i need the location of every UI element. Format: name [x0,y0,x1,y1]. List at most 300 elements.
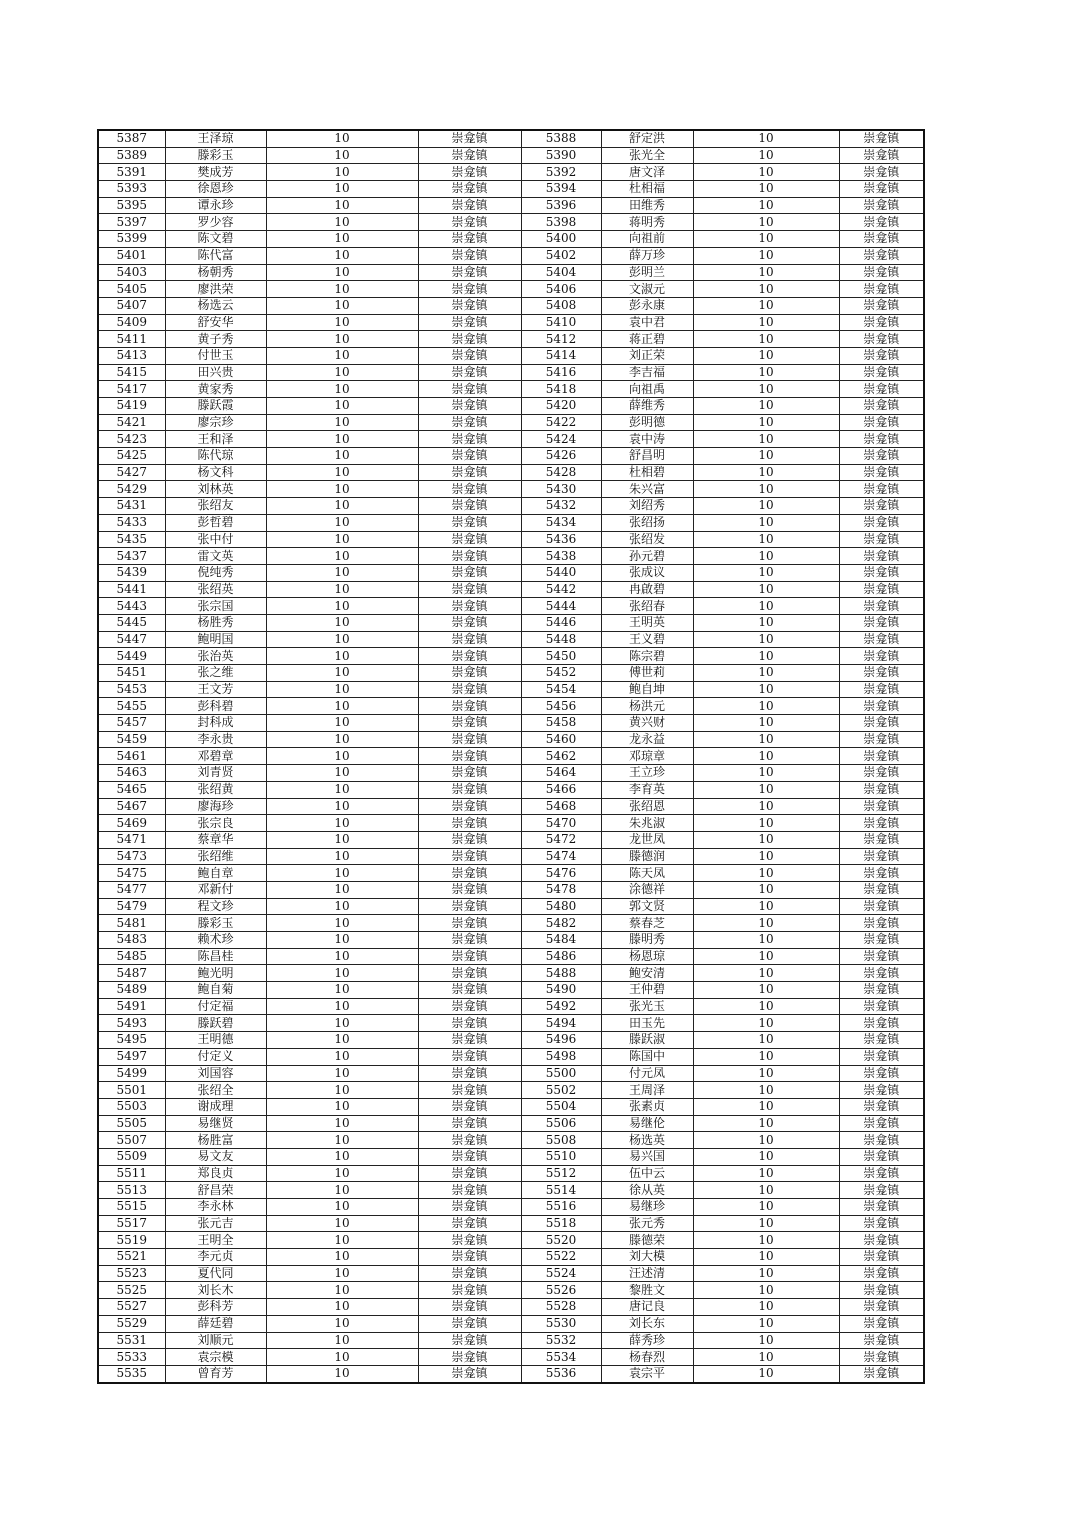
town-cell: 崇龛镇 [418,197,521,214]
amount-cell: 10 [693,1115,839,1132]
id-cell: 5471 [98,831,165,848]
amount-cell: 10 [693,731,839,748]
town-cell: 崇龛镇 [418,665,521,682]
id-cell: 5388 [521,130,601,147]
id-cell: 5414 [521,347,601,364]
table-row [98,781,924,798]
town-cell: 崇龛镇 [418,1332,521,1349]
id-cell: 5446 [521,614,601,631]
name-cell: 滕跃碧 [165,1015,266,1032]
id-cell: 5517 [98,1215,165,1232]
amount-cell: 10 [693,1232,839,1249]
id-cell: 5449 [98,648,165,665]
id-cell: 5491 [98,998,165,1015]
id-cell: 5454 [521,681,601,698]
id-cell: 5397 [98,214,165,231]
id-cell: 5427 [98,464,165,481]
amount-cell: 10 [266,448,418,465]
name-cell: 曾育芳 [165,1365,266,1382]
amount-cell: 10 [266,197,418,214]
name-cell: 张元吉 [165,1215,266,1232]
name-cell: 张绍维 [165,848,266,865]
table-row [98,1182,924,1199]
id-cell: 5496 [521,1032,601,1049]
name-cell: 易继贤 [165,1115,266,1132]
town-cell: 崇龛镇 [839,147,924,164]
table-row [98,1332,924,1349]
table-row [98,381,924,398]
amount-cell: 10 [693,181,839,198]
amount-cell: 10 [693,948,839,965]
amount-cell: 10 [266,1065,418,1082]
id-cell: 5482 [521,915,601,932]
amount-cell: 10 [693,281,839,298]
name-cell: 黄兴财 [601,715,693,732]
name-cell: 彭哲碧 [165,514,266,531]
amount-cell: 10 [266,881,418,898]
name-cell: 鲍自章 [165,865,266,882]
name-cell: 张宗国 [165,598,266,615]
name-cell: 夏代同 [165,1265,266,1282]
table-row [98,1249,924,1266]
town-cell: 崇龛镇 [839,1282,924,1299]
id-cell: 5504 [521,1098,601,1115]
table-row [98,881,924,898]
name-cell: 邓新付 [165,881,266,898]
name-cell: 张绍全 [165,1082,266,1099]
town-cell: 崇龛镇 [839,1265,924,1282]
town-cell: 崇龛镇 [839,364,924,381]
town-cell: 崇龛镇 [839,1015,924,1032]
table-row [98,498,924,515]
name-cell: 张绍发 [601,531,693,548]
amount-cell: 10 [693,448,839,465]
id-cell: 5519 [98,1232,165,1249]
name-cell: 徐从英 [601,1182,693,1199]
amount-cell: 10 [693,1282,839,1299]
id-cell: 5452 [521,665,601,682]
town-cell: 崇龛镇 [839,1199,924,1216]
id-cell: 5436 [521,531,601,548]
amount-cell: 10 [266,898,418,915]
table-row [98,1048,924,1065]
town-cell: 崇龛镇 [418,1265,521,1282]
town-cell: 崇龛镇 [839,1148,924,1165]
id-cell: 5420 [521,398,601,415]
table-row [98,614,924,631]
amount-cell: 10 [266,531,418,548]
town-cell: 崇龛镇 [418,564,521,581]
amount-cell: 10 [693,231,839,248]
amount-cell: 10 [693,297,839,314]
name-cell: 鲍明国 [165,631,266,648]
table-row [98,398,924,415]
town-cell: 崇龛镇 [839,898,924,915]
name-cell: 李元贞 [165,1249,266,1266]
town-cell: 崇龛镇 [418,1082,521,1099]
amount-cell: 10 [693,998,839,1015]
amount-cell: 10 [266,247,418,264]
amount-cell: 10 [693,1299,839,1316]
name-cell: 李永林 [165,1199,266,1216]
name-cell: 邓琼章 [601,748,693,765]
name-cell: 易继伦 [601,1115,693,1132]
amount-cell: 10 [266,1315,418,1332]
id-cell: 5497 [98,1048,165,1065]
amount-cell: 10 [693,932,839,949]
id-cell: 5481 [98,915,165,932]
name-cell: 张素贞 [601,1098,693,1115]
town-cell: 崇龛镇 [418,1299,521,1316]
town-cell: 崇龛镇 [418,1315,521,1332]
town-cell: 崇龛镇 [839,948,924,965]
amount-cell: 10 [693,464,839,481]
id-cell: 5529 [98,1315,165,1332]
table-row [98,998,924,1015]
table-row [98,281,924,298]
id-cell: 5514 [521,1182,601,1199]
name-cell: 薛廷碧 [165,1315,266,1332]
table-row [98,214,924,231]
id-cell: 5448 [521,631,601,648]
town-cell: 崇龛镇 [418,982,521,999]
id-cell: 5407 [98,297,165,314]
amount-cell: 10 [266,1365,418,1382]
amount-cell: 10 [266,1048,418,1065]
id-cell: 5419 [98,398,165,415]
id-cell: 5467 [98,798,165,815]
name-cell: 伍中云 [601,1165,693,1182]
table-row [98,1015,924,1032]
id-cell: 5389 [98,147,165,164]
id-cell: 5512 [521,1165,601,1182]
name-cell: 易继珍 [601,1199,693,1216]
amount-cell: 10 [693,815,839,832]
amount-cell: 10 [693,1182,839,1199]
amount-cell: 10 [266,481,418,498]
name-cell: 鲍安清 [601,965,693,982]
id-cell: 5483 [98,932,165,949]
id-cell: 5459 [98,731,165,748]
town-cell: 崇龛镇 [418,247,521,264]
name-cell: 罗少容 [165,214,266,231]
town-cell: 崇龛镇 [418,1365,521,1382]
id-cell: 5429 [98,481,165,498]
amount-cell: 10 [693,1332,839,1349]
table-row [98,147,924,164]
town-cell: 崇龛镇 [418,481,521,498]
table-row [98,1148,924,1165]
name-cell: 滕彩玉 [165,915,266,932]
town-cell: 崇龛镇 [418,548,521,565]
name-cell: 刘绍秀 [601,498,693,515]
id-cell: 5494 [521,1015,601,1032]
town-cell: 崇龛镇 [839,514,924,531]
id-cell: 5393 [98,181,165,198]
town-cell: 崇龛镇 [839,731,924,748]
id-cell: 5479 [98,898,165,915]
town-cell: 崇龛镇 [418,614,521,631]
id-cell: 5457 [98,715,165,732]
town-cell: 崇龛镇 [418,1048,521,1065]
town-cell: 崇龛镇 [418,398,521,415]
name-cell: 杨朝秀 [165,264,266,281]
id-cell: 5527 [98,1299,165,1316]
name-cell: 陈代琼 [165,448,266,465]
town-cell: 崇龛镇 [839,932,924,949]
amount-cell: 10 [266,614,418,631]
id-cell: 5511 [98,1165,165,1182]
table-row [98,197,924,214]
id-cell: 5513 [98,1182,165,1199]
name-cell: 王义碧 [601,631,693,648]
amount-cell: 10 [266,347,418,364]
name-cell: 王立珍 [601,765,693,782]
id-cell: 5505 [98,1115,165,1132]
town-cell: 崇龛镇 [418,281,521,298]
id-cell: 5441 [98,581,165,598]
amount-cell: 10 [266,331,418,348]
name-cell: 蒋明秀 [601,214,693,231]
town-cell: 崇龛镇 [839,715,924,732]
name-cell: 张绍恩 [601,798,693,815]
id-cell: 5430 [521,481,601,498]
amount-cell: 10 [693,1132,839,1149]
amount-cell: 10 [693,1098,839,1115]
amount-cell: 10 [266,748,418,765]
town-cell: 崇龛镇 [839,231,924,248]
amount-cell: 10 [266,130,418,147]
table-row [98,815,924,832]
id-cell: 5413 [98,347,165,364]
amount-cell: 10 [693,1349,839,1366]
name-cell: 鲍自坤 [601,681,693,698]
name-cell: 王明全 [165,1232,266,1249]
id-cell: 5403 [98,264,165,281]
town-cell: 崇龛镇 [839,915,924,932]
town-cell: 崇龛镇 [839,1098,924,1115]
table-row [98,681,924,698]
id-cell: 5522 [521,1249,601,1266]
name-cell: 廖宗珍 [165,414,266,431]
id-cell: 5474 [521,848,601,865]
id-cell: 5416 [521,364,601,381]
name-cell: 舒昌荣 [165,1182,266,1199]
id-cell: 5461 [98,748,165,765]
table-row [98,698,924,715]
amount-cell: 10 [266,982,418,999]
name-cell: 唐记良 [601,1299,693,1316]
id-cell: 5485 [98,948,165,965]
amount-cell: 10 [266,965,418,982]
town-cell: 崇龛镇 [839,247,924,264]
name-cell: 刘顺元 [165,1332,266,1349]
amount-cell: 10 [266,1148,418,1165]
name-cell: 徐恩珍 [165,181,266,198]
table-row [98,1299,924,1316]
table-row [98,414,924,431]
town-cell: 崇龛镇 [418,932,521,949]
town-cell: 崇龛镇 [418,130,521,147]
town-cell: 崇龛镇 [418,1199,521,1216]
name-cell: 陈文碧 [165,231,266,248]
town-cell: 崇龛镇 [839,347,924,364]
town-cell: 崇龛镇 [418,1282,521,1299]
table-row [98,164,924,181]
town-cell: 崇龛镇 [839,648,924,665]
amount-cell: 10 [693,431,839,448]
name-cell: 郑良贞 [165,1165,266,1182]
table-row [98,1165,924,1182]
name-cell: 袁宗模 [165,1349,266,1366]
town-cell: 崇龛镇 [418,948,521,965]
town-cell: 崇龛镇 [418,1249,521,1266]
name-cell: 易兴国 [601,1148,693,1165]
town-cell: 崇龛镇 [839,765,924,782]
town-cell: 崇龛镇 [839,264,924,281]
id-cell: 5490 [521,982,601,999]
town-cell: 崇龛镇 [418,264,521,281]
id-cell: 5443 [98,598,165,615]
town-cell: 崇龛镇 [839,1365,924,1382]
id-cell: 5445 [98,614,165,631]
name-cell: 薛秀珍 [601,1332,693,1349]
amount-cell: 10 [266,915,418,932]
town-cell: 崇龛镇 [839,598,924,615]
name-cell: 舒安华 [165,314,266,331]
amount-cell: 10 [266,297,418,314]
id-cell: 5411 [98,331,165,348]
amount-cell: 10 [266,1349,418,1366]
id-cell: 5460 [521,731,601,748]
table-row [98,481,924,498]
amount-cell: 10 [693,865,839,882]
id-cell: 5487 [98,965,165,982]
town-cell: 崇龛镇 [418,965,521,982]
id-cell: 5530 [521,1315,601,1332]
town-cell: 崇龛镇 [418,164,521,181]
name-cell: 彭科碧 [165,698,266,715]
amount-cell: 10 [266,147,418,164]
town-cell: 崇龛镇 [839,831,924,848]
amount-cell: 10 [266,631,418,648]
id-cell: 5524 [521,1265,601,1282]
name-cell: 封科成 [165,715,266,732]
town-cell: 崇龛镇 [418,1148,521,1165]
amount-cell: 10 [266,1015,418,1032]
town-cell: 崇龛镇 [418,598,521,615]
amount-cell: 10 [693,1065,839,1082]
amount-cell: 10 [266,948,418,965]
id-cell: 5424 [521,431,601,448]
table-row [98,665,924,682]
amount-cell: 10 [693,681,839,698]
town-cell: 崇龛镇 [839,748,924,765]
amount-cell: 10 [693,1165,839,1182]
town-cell: 崇龛镇 [839,1048,924,1065]
amount-cell: 10 [693,481,839,498]
id-cell: 5510 [521,1148,601,1165]
name-cell: 杨恩琼 [601,948,693,965]
amount-cell: 10 [266,398,418,415]
town-cell: 崇龛镇 [418,1215,521,1232]
town-cell: 崇龛镇 [418,514,521,531]
name-cell: 王泽琼 [165,130,266,147]
id-cell: 5400 [521,231,601,248]
amount-cell: 10 [693,915,839,932]
town-cell: 崇龛镇 [418,765,521,782]
amount-cell: 10 [693,1315,839,1332]
name-cell: 张元秀 [601,1215,693,1232]
id-cell: 5447 [98,631,165,648]
name-cell: 涂德祥 [601,881,693,898]
town-cell: 崇龛镇 [418,698,521,715]
table-row [98,915,924,932]
id-cell: 5390 [521,147,601,164]
id-cell: 5480 [521,898,601,915]
amount-cell: 10 [266,665,418,682]
town-cell: 崇龛镇 [839,665,924,682]
amount-cell: 10 [266,765,418,782]
id-cell: 5503 [98,1098,165,1115]
id-cell: 5521 [98,1249,165,1266]
table-row [98,1082,924,1099]
amount-cell: 10 [266,698,418,715]
amount-cell: 10 [693,1148,839,1165]
town-cell: 崇龛镇 [418,1349,521,1366]
table-row [98,1199,924,1216]
table-row [98,364,924,381]
town-cell: 崇龛镇 [418,181,521,198]
town-cell: 崇龛镇 [839,881,924,898]
name-cell: 刘大模 [601,1249,693,1266]
amount-cell: 10 [693,147,839,164]
id-cell: 5476 [521,865,601,882]
name-cell: 文淑元 [601,281,693,298]
town-cell: 崇龛镇 [839,331,924,348]
town-cell: 崇龛镇 [418,147,521,164]
table-row [98,898,924,915]
town-cell: 崇龛镇 [839,798,924,815]
name-cell: 刘正荣 [601,347,693,364]
name-cell: 朱兆淑 [601,815,693,832]
id-cell: 5426 [521,448,601,465]
name-cell: 谭永珍 [165,197,266,214]
name-cell: 龙世凤 [601,831,693,848]
amount-cell: 10 [693,381,839,398]
town-cell: 崇龛镇 [839,1315,924,1332]
id-cell: 5532 [521,1332,601,1349]
name-cell: 滕德荣 [601,1232,693,1249]
name-cell: 彭明兰 [601,264,693,281]
name-cell: 王周泽 [601,1082,693,1099]
name-cell: 樊成芳 [165,164,266,181]
id-cell: 5533 [98,1349,165,1366]
table-row [98,231,924,248]
table-row [98,264,924,281]
name-cell: 王仲碧 [601,982,693,999]
amount-cell: 10 [266,1282,418,1299]
town-cell: 崇龛镇 [839,1165,924,1182]
id-cell: 5495 [98,1032,165,1049]
name-cell: 王文芳 [165,681,266,698]
id-cell: 5463 [98,765,165,782]
id-cell: 5472 [521,831,601,848]
name-cell: 蔡章华 [165,831,266,848]
name-cell: 刘长木 [165,1282,266,1299]
id-cell: 5506 [521,1115,601,1132]
id-cell: 5501 [98,1082,165,1099]
